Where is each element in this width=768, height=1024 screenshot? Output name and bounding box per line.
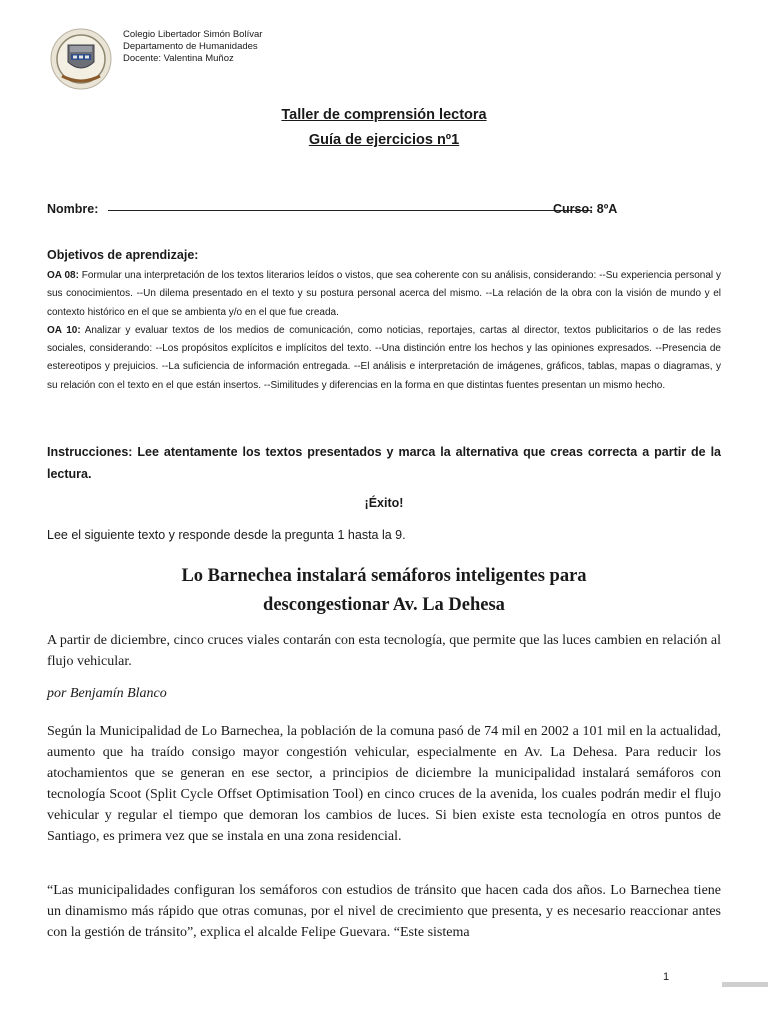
- department-name: Departamento de Humanidades: [123, 41, 258, 52]
- success-message: ¡Éxito!: [364, 496, 404, 510]
- worksheet-title: Taller de comprensión lectora: [281, 107, 487, 123]
- footer-divider: [722, 982, 768, 987]
- objective-code: OA 10:: [47, 324, 81, 336]
- article-paragraph: “Las municipalidades configuran los semáforos con estudios de tránsito que hacen cada dos años. Lo Barnechea tiene un dinamismo más rápido que otras comunas, por el nivel de crecimiento que presenta, y es necesario reaccionar antes con la gestión de tránsito”, explica el alcalde Felipe Guevara. “Este sistema: [47, 883, 721, 940]
- objectives-text: [47, 267, 721, 395]
- article-byline: por Benjamín Blanco: [47, 686, 167, 701]
- course-label: Curso: 8ºA: [553, 202, 618, 216]
- page-number: 1: [663, 971, 670, 983]
- instructions: Instrucciones: Lee atentamente los textos presentados y marca la alternativa que creas correcta a partir de la lectura.: [47, 445, 721, 481]
- name-input-line[interactable]: [108, 210, 592, 211]
- worksheet-subtitle: Guía de ejercicios nº1: [308, 132, 460, 148]
- article-headline: [0, 562, 768, 620]
- teacher-name: Docente: Valentina Muñoz: [123, 53, 234, 64]
- school-logo: [50, 28, 112, 90]
- article-lead: A partir de diciembre, cinco cruces viales contarán con esta tecnología, que permite que las luces cambien en relación al flujo vehicular.: [47, 633, 721, 669]
- student-info-row: [47, 202, 727, 222]
- article-paragraph: Según la Municipalidad de Lo Barnechea, la población de la comuna pasó de 74 mil en 2002 a 101 mil en la actualidad, aumento que ha traído consigo mayor congestión vehicular, especialmente en Av. La Dehesa. Para reducir los atochamientos que se generan en ese sector, a principios de diciembre la municipalidad instalará semáforos con tecnología Scoot (Split Cycle Offset Optimisation Tool) en cinco cruces de la avenida, los cuales podrán medir el flujo vehicular y regular el tiempo que demoran los cambios de luces. Si bien existe esta tecnología en otros puntos de Santiago, es primera vez que se instala en una zona residencial.: [47, 724, 721, 844]
- headline-line: descongestionar Av. La Dehesa: [263, 595, 505, 615]
- headline-line: Lo Barnechea instalará semáforos inteligentes para: [181, 566, 587, 586]
- objective-oa10: [47, 322, 721, 395]
- reading-prompt: Lee el siguiente texto y responde desde la pregunta 1 hasta la 9.: [47, 528, 406, 542]
- objectives-heading: Objetivos de aprendizaje:: [47, 248, 199, 262]
- school-name: Colegio Libertador Simón Bolívar: [123, 29, 263, 40]
- school-info: [123, 29, 262, 65]
- objective-description: Formular una interpretación de los textos literarios leídos o vistos, que sea coherente con su análisis, considerando: --Su experiencia personal y sus conocimientos. --Un dilema presentado en el texto y su postura personal acerca del mismo. --La relación de la obra con la visión de mundo y el contexto histórico en el que se ambienta y/o en el que fue creada.: [47, 270, 721, 318]
- objective-code: OA 08:: [47, 270, 79, 281]
- name-label: Nombre:: [47, 202, 99, 216]
- objective-description: Analizar y evaluar textos de los medios de comunicación, como noticias, reportajes, cartas al director, textos publicitarios o de las redes sociales, considerando: --Los propósitos explícitos e implícitos del texto. --Una distinción entre los hechos y las opiniones expresados. --Presencia de estereotipos y prejuicios. --La suficiencia de información entregada. --El análisis e interpretación de imágenes, gráficos, tablas, mapas o diagramas, y su relación con el texto en el que están insertos. --Similitudes y diferencias en la forma en que distintas fuentes presentan un mismo hecho.: [47, 324, 721, 391]
- objective-oa08: [47, 267, 721, 322]
